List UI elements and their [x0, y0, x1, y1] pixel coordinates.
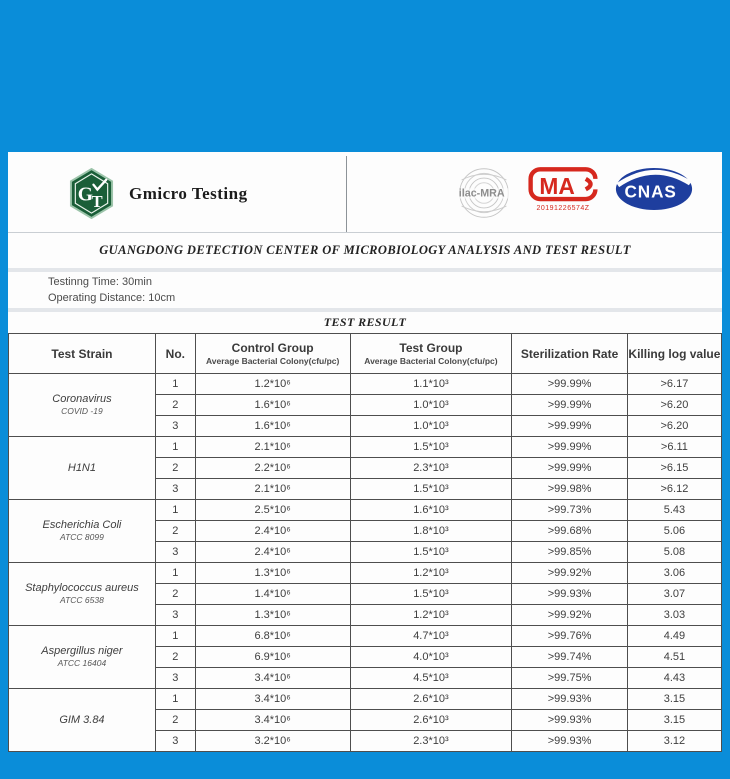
gmicro-logo-icon	[68, 168, 115, 219]
report-title: GUANGDONG DETECTION CENTER OF MICROBIOLOGY ANALYSIS AND TEST RESULT	[99, 243, 631, 257]
cma-logo	[528, 166, 598, 212]
cnas-icon	[614, 166, 694, 212]
cell-no: 2	[155, 521, 195, 542]
svg-text:T: T	[91, 192, 103, 212]
cell-no: 2	[155, 395, 195, 416]
cma-label: MA	[539, 172, 575, 199]
cell-test: 1.6*10³	[350, 500, 512, 521]
cell-rate: >99.68%	[512, 521, 628, 542]
cell-rate: >99.76%	[512, 626, 628, 647]
col-header-no: No.	[155, 334, 195, 374]
table-row	[9, 563, 722, 584]
cell-no: 1	[155, 563, 195, 584]
cell-test: 1.1*10³	[350, 374, 512, 395]
cell-no: 3	[155, 668, 195, 689]
letterhead	[8, 152, 722, 233]
cell-control: 1.2*10⁶	[195, 374, 350, 395]
ilac-mra-label: ilac-MRA	[458, 187, 505, 200]
cell-no: 3	[155, 605, 195, 626]
table-row	[9, 437, 722, 458]
cell-test: 1.5*10³	[350, 479, 512, 500]
cell-rate: >99.99%	[512, 395, 628, 416]
cell-control: 1.6*10⁶	[195, 395, 350, 416]
cell-control: 1.4*10⁶	[195, 584, 350, 605]
cell-test: 1.0*10³	[350, 416, 512, 437]
cell-no: 3	[155, 731, 195, 752]
cell-no: 2	[155, 458, 195, 479]
cell-rate: >99.93%	[512, 710, 628, 731]
cell-no: 2	[155, 584, 195, 605]
cell-log: 3.07	[627, 584, 721, 605]
cell-log: 3.15	[627, 689, 721, 710]
cell-log: 4.51	[627, 647, 721, 668]
cell-test: 1.5*10³	[350, 584, 512, 605]
test-conditions	[8, 272, 722, 308]
cell-rate: >99.73%	[512, 500, 628, 521]
table-row	[9, 626, 722, 647]
cell-control: 2.2*10⁶	[195, 458, 350, 479]
cell-rate: >99.93%	[512, 689, 628, 710]
cell-rate: >99.99%	[512, 416, 628, 437]
cell-test: 1.2*10³	[350, 563, 512, 584]
cell-test: 1.5*10³	[350, 437, 512, 458]
cell-log: >6.20	[627, 416, 721, 437]
cell-rate: >99.93%	[512, 584, 628, 605]
cell-no: 1	[155, 626, 195, 647]
strain-coronavirus: Coronavirus COVID -19	[9, 374, 156, 437]
cell-control: 1.3*10⁶	[195, 605, 350, 626]
col-header-test-group: Test Group Average Bacterial Colony(cfu/pc)	[350, 334, 512, 374]
cell-test: 1.8*10³	[350, 521, 512, 542]
cell-no: 1	[155, 437, 195, 458]
cell-log: >6.12	[627, 479, 721, 500]
report-page	[8, 152, 722, 751]
cell-control: 1.3*10⁶	[195, 563, 350, 584]
cell-log: 4.49	[627, 626, 721, 647]
cell-log: 3.15	[627, 710, 721, 731]
ilac-mra-logo	[456, 166, 512, 220]
cell-rate: >99.85%	[512, 542, 628, 563]
cma-certificate-number: 20191226574Z	[536, 205, 590, 212]
strain-staphylococcus-aureus: Staphylococcus aureus ATCC 6538	[9, 563, 156, 626]
test-result-table	[8, 333, 722, 752]
col-header-sterilization-rate: Sterilization Rate	[512, 334, 628, 374]
cell-control: 2.4*10⁶	[195, 521, 350, 542]
cell-log: 5.08	[627, 542, 721, 563]
cell-test: 4.0*10³	[350, 647, 512, 668]
cell-control: 6.9*10⁶	[195, 647, 350, 668]
table-header-row	[9, 334, 722, 374]
cell-test: 1.5*10³	[350, 542, 512, 563]
cell-log: 3.06	[627, 563, 721, 584]
cell-log: 5.43	[627, 500, 721, 521]
cnas-label: CNAS	[624, 181, 677, 202]
cell-no: 3	[155, 542, 195, 563]
cell-rate: >99.92%	[512, 563, 628, 584]
cell-control: 3.4*10⁶	[195, 689, 350, 710]
certification-logos	[456, 166, 694, 220]
cell-test: 2.6*10³	[350, 689, 512, 710]
cell-control: 2.4*10⁶	[195, 542, 350, 563]
strain-aspergillus-niger: Aspergillus niger ATCC 16404	[9, 626, 156, 689]
cell-test: 1.0*10³	[350, 395, 512, 416]
cell-no: 1	[155, 500, 195, 521]
cell-control: 2.1*10⁶	[195, 479, 350, 500]
cell-no: 1	[155, 689, 195, 710]
cell-test: 2.6*10³	[350, 710, 512, 731]
cell-log: >6.11	[627, 437, 721, 458]
cell-control: 3.4*10⁶	[195, 668, 350, 689]
cma-icon	[528, 166, 598, 204]
cell-no: 3	[155, 416, 195, 437]
cell-rate: >99.93%	[512, 731, 628, 752]
cell-control: 2.5*10⁶	[195, 500, 350, 521]
col-header-test-strain: Test Strain	[9, 334, 156, 374]
cell-rate: >99.74%	[512, 647, 628, 668]
strain-gim-384: GIM 3.84	[9, 689, 156, 752]
cell-log: >6.15	[627, 458, 721, 479]
cell-test: 2.3*10³	[350, 731, 512, 752]
cell-log: 3.03	[627, 605, 721, 626]
cell-control: 6.8*10⁶	[195, 626, 350, 647]
table-row	[9, 500, 722, 521]
cell-test: 4.5*10³	[350, 668, 512, 689]
ilac-mra-icon	[456, 166, 512, 220]
cell-log: 3.12	[627, 731, 721, 752]
cell-no: 2	[155, 710, 195, 731]
cell-rate: >99.75%	[512, 668, 628, 689]
cell-test: 1.2*10³	[350, 605, 512, 626]
cell-log: >6.20	[627, 395, 721, 416]
strain-escherichia-coli: Escherichia Coli ATCC 8099	[9, 500, 156, 563]
cell-control: 1.6*10⁶	[195, 416, 350, 437]
cell-rate: >99.92%	[512, 605, 628, 626]
cell-rate: >99.99%	[512, 437, 628, 458]
cell-no: 2	[155, 647, 195, 668]
cell-log: >6.17	[627, 374, 721, 395]
cell-control: 2.1*10⁶	[195, 437, 350, 458]
brand-name: Gmicro Testing	[129, 183, 248, 203]
cell-log: 5.06	[627, 521, 721, 542]
cell-rate: >99.99%	[512, 458, 628, 479]
cell-rate: >99.98%	[512, 479, 628, 500]
brand-block	[68, 168, 248, 219]
col-header-control-group: Control Group Average Bacterial Colony(cfu/pc)	[195, 334, 350, 374]
testing-time: Testinng Time: 30min	[48, 276, 152, 288]
svg-text:G: G	[77, 184, 94, 206]
cell-no: 1	[155, 374, 195, 395]
cell-control: 3.4*10⁶	[195, 710, 350, 731]
cell-test: 4.7*10³	[350, 626, 512, 647]
cell-test: 2.3*10³	[350, 458, 512, 479]
operating-distance: Operating Distance: 10cm	[48, 292, 176, 304]
cell-no: 3	[155, 479, 195, 500]
cell-log: 4.43	[627, 668, 721, 689]
table-row	[9, 689, 722, 710]
cell-rate: >99.99%	[512, 374, 628, 395]
cell-control: 3.2*10⁶	[195, 731, 350, 752]
table-row	[9, 374, 722, 395]
strain-h1n1: H1N1	[9, 437, 156, 500]
col-header-killing-log: Killing log value	[627, 334, 721, 374]
cnas-logo	[614, 166, 694, 212]
header-divider	[346, 156, 347, 232]
section-title: TEST RESULT	[323, 315, 407, 329]
